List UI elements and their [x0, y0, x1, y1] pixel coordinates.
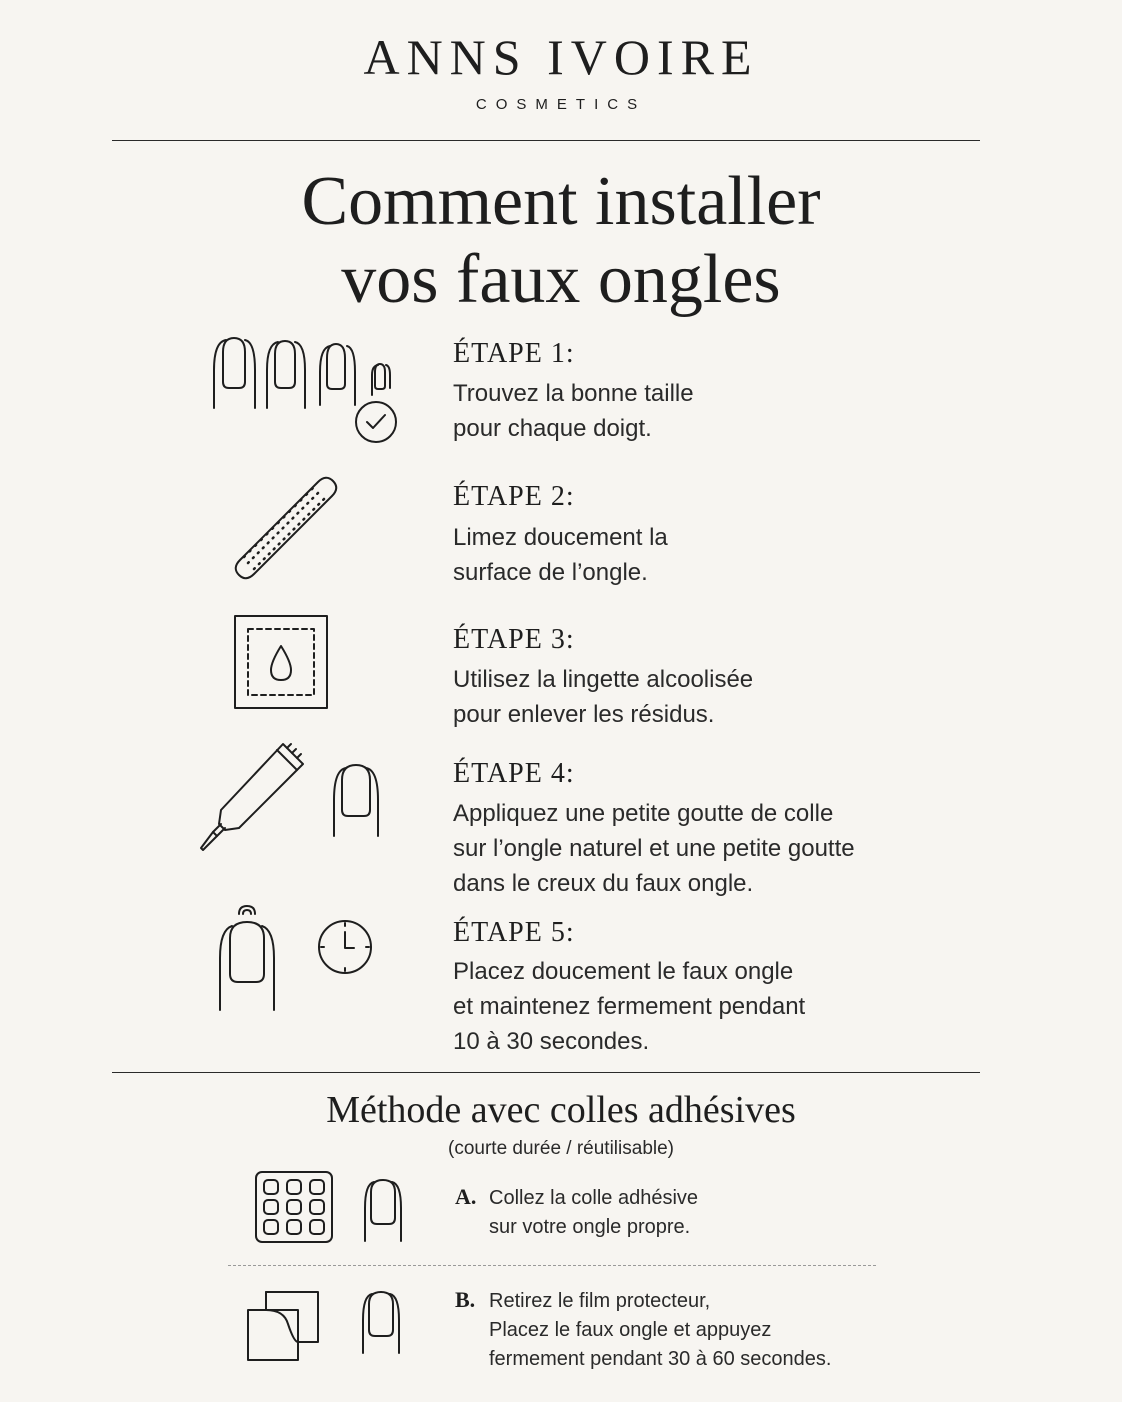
brand-name: ANNS IVOIRE: [363, 29, 759, 85]
nail-icon: [330, 760, 382, 840]
nail-icon: [360, 1288, 402, 1356]
press-nail-icon: [212, 900, 282, 1015]
alcohol-wipe-icon: [233, 614, 331, 712]
brand-subtitle: COSMETICS: [475, 96, 647, 113]
nail-file-icon: [230, 465, 345, 580]
step-3-label: ÉTAPE 3:: [453, 624, 575, 655]
nail-sizes-check-icon: [205, 330, 405, 445]
step-2-label: ÉTAPE 2:: [453, 481, 575, 512]
step-1-label: ÉTAPE 1:: [453, 338, 575, 369]
method-divider: [228, 1265, 876, 1266]
page-title-line-1: Comment installer: [301, 163, 821, 240]
method-a-letter: A.: [455, 1184, 477, 1209]
adhesive-section-note: (courte durée / réutilisable): [448, 1138, 674, 1159]
method-a-text: Collez la colle adhésive sur votre ongle propre.: [489, 1187, 699, 1238]
peel-film-icon: [244, 1288, 322, 1364]
adhesive-tabs-icon: [254, 1170, 336, 1244]
clock-icon: [316, 918, 374, 976]
step-1-text: Trouvez la bonne taille pour chaque doigt.: [453, 380, 694, 442]
method-b-letter: B.: [455, 1287, 476, 1312]
step-4-text: Appliquez une petite goutte de colle sur l’ongle naturel et une petite goutte dans le creux du faux ongle.: [453, 800, 855, 897]
step-5-text: Placez doucement le faux ongle et maintenez fermement pendant 10 à 30 secondes.: [453, 958, 806, 1055]
adhesive-section-title: Méthode avec colles adhésives: [326, 1089, 796, 1131]
step-4-label: ÉTAPE 4:: [453, 758, 575, 789]
section-divider: [112, 1072, 980, 1073]
step-3-text: Utilisez la lingette alcoolisée pour enlever les résidus.: [453, 666, 754, 728]
page-title-line-2: vos faux ongles: [341, 241, 781, 318]
step-2-text: Limez doucement la surface de l’ongle.: [453, 524, 668, 586]
method-b-text: Retirez le film protecteur, Placez le faux ongle et appuyez fermement pendant 30 à 60 secondes.: [489, 1290, 832, 1370]
header-divider: [112, 140, 980, 141]
glue-tube-icon: [195, 738, 310, 856]
nail-icon: [362, 1176, 404, 1244]
step-5-label: ÉTAPE 5:: [453, 917, 575, 948]
